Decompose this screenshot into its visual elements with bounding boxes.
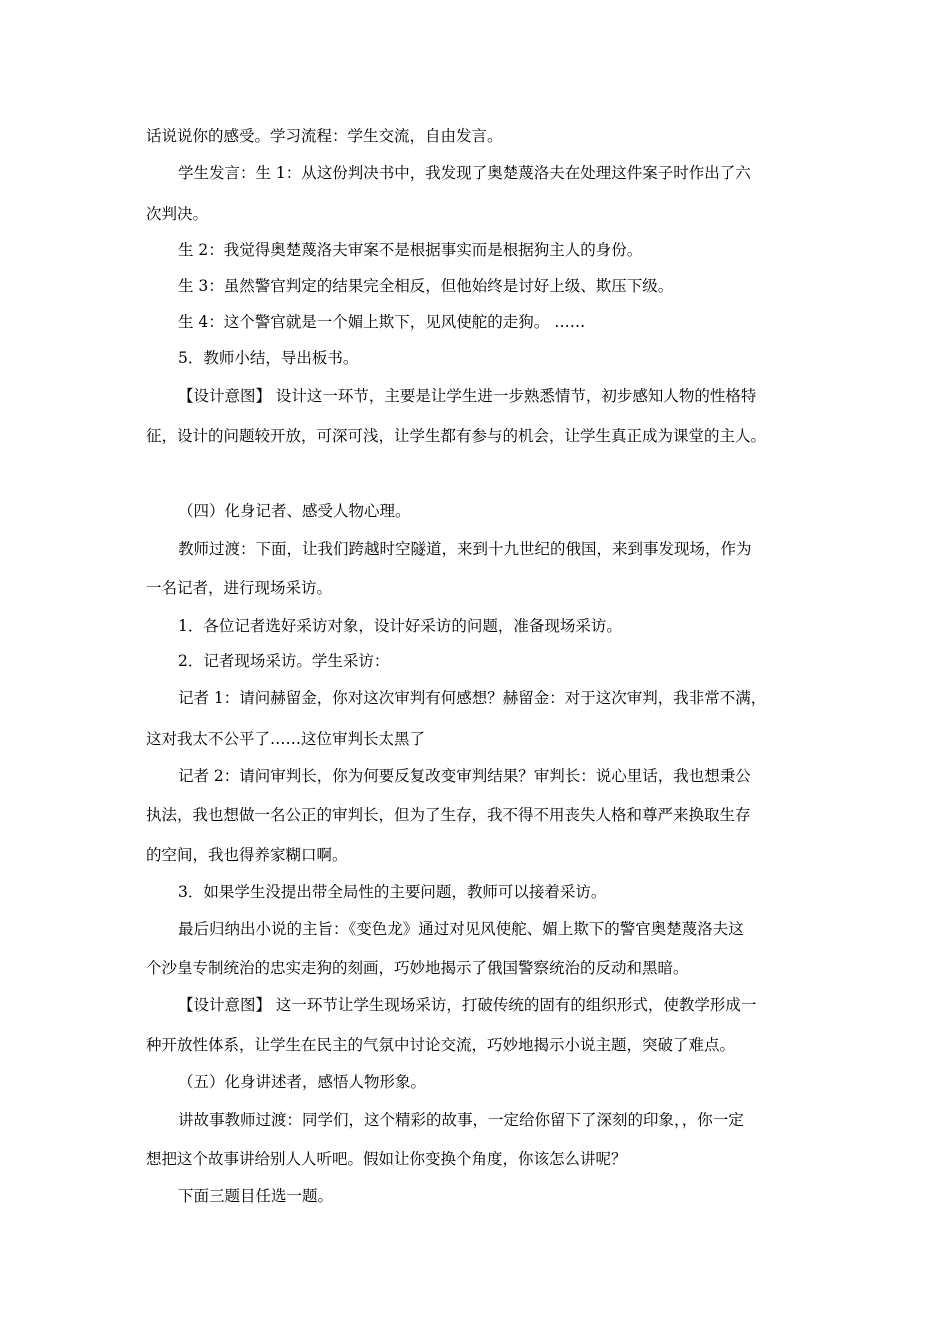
paragraph-line: 【设计意图】 这一环节让学生现场采访，打破传统的固有的组织形式，使教学形成一 — [178, 996, 757, 1014]
paragraph-line: 征，设计的问题较开放，可深可浅，让学生都有参与的机会，让学生真正成为课堂的主人。 — [146, 427, 767, 445]
section-heading: （四）化身记者、感受人物心理。 — [178, 502, 411, 520]
paragraph-line: 记者 1：请问赫留金，你对这次审判有何感想？赫留金：对于这次审判，我非常不满， — [178, 689, 767, 707]
paragraph-line: 最后归纳出小说的主旨：《变色龙》通过对见风使舵、媚上欺下的警官奥楚蔑洛夫这 — [178, 920, 744, 938]
paragraph-line: 一名记者，进行现场采访。 — [146, 579, 333, 597]
paragraph-line: 生 4：这个警官就是一个媚上欺下，见风使舵的走狗。 …… — [178, 313, 586, 331]
paragraph-line: 学生发言：生 1：从这份判决书中，我发现了奥楚蔑洛夫在处理这件案子时作出了六 — [178, 164, 751, 182]
paragraph-line: 生 3：虽然警官判定的结果完全相反，但他始终是讨好上级、欺压下级。 — [178, 277, 674, 295]
paragraph-line: 记者 2：请问审判长，你为何要反复改变审判结果？审判长：说心里话，我也想秉公 — [178, 767, 751, 785]
paragraph-line: 话说说你的感受。学习流程：学生交流，自由发言。 — [146, 127, 503, 145]
paragraph-line: 种开放性体系，让学生在民主的气氛中讨论交流，巧妙地揭示小说主题，突破了难点。 — [146, 1036, 736, 1054]
paragraph-line: 想把这个故事讲给别人人听吧。假如让你变换个角度，你该怎么讲呢？ — [146, 1150, 627, 1168]
paragraph-line: 生 2：我觉得奥楚蔑洛夫审案不是根据事实而是根据狗主人的身份。 — [178, 241, 643, 259]
paragraph-line: 5．教师小结，导出板书。 — [178, 349, 359, 367]
paragraph-line: 次判决。 — [146, 205, 209, 223]
paragraph-line: 1．各位记者选好采访对象，设计好采访的问题，准备现场采访。 — [178, 617, 622, 635]
paragraph-line: 的空间，我也得养家糊口啊。 — [146, 846, 348, 864]
paragraph-line: 个沙皇专制统治的忠实走狗的刻画，巧妙地揭示了俄国警察统治的反动和黑暗。 — [146, 959, 689, 977]
paragraph-line: 教师过渡：下面，让我们跨越时空隧道，来到十九世纪的俄国，来到事发现场，作为 — [178, 540, 752, 558]
section-heading: （五）化身讲述者，感悟人物形象。 — [178, 1073, 427, 1091]
paragraph-line: 讲故事教师过渡：同学们，这个精彩的故事，一定给你留下了深刻的印象，，你一定 — [178, 1111, 744, 1129]
paragraph-line: 3．如果学生没提出带全局性的主要问题，教师可以接着采访。 — [178, 883, 607, 901]
paragraph-line: 【设计意图】 设计这一环节，主要是让学生进一步熟悉情节，初步感知人物的性格特 — [178, 387, 757, 405]
paragraph-line: 下面三题目任选一题。 — [178, 1187, 334, 1205]
paragraph-line: 执法，我也想做一名公正的审判长，但为了生存，我不得不用丧失人格和尊严来换取生存 — [146, 806, 751, 824]
paragraph-line: 2．记者现场采访。学生采访： — [178, 652, 390, 670]
paragraph-line: 这对我太不公平了……这位审判长太黑了 — [146, 730, 426, 748]
